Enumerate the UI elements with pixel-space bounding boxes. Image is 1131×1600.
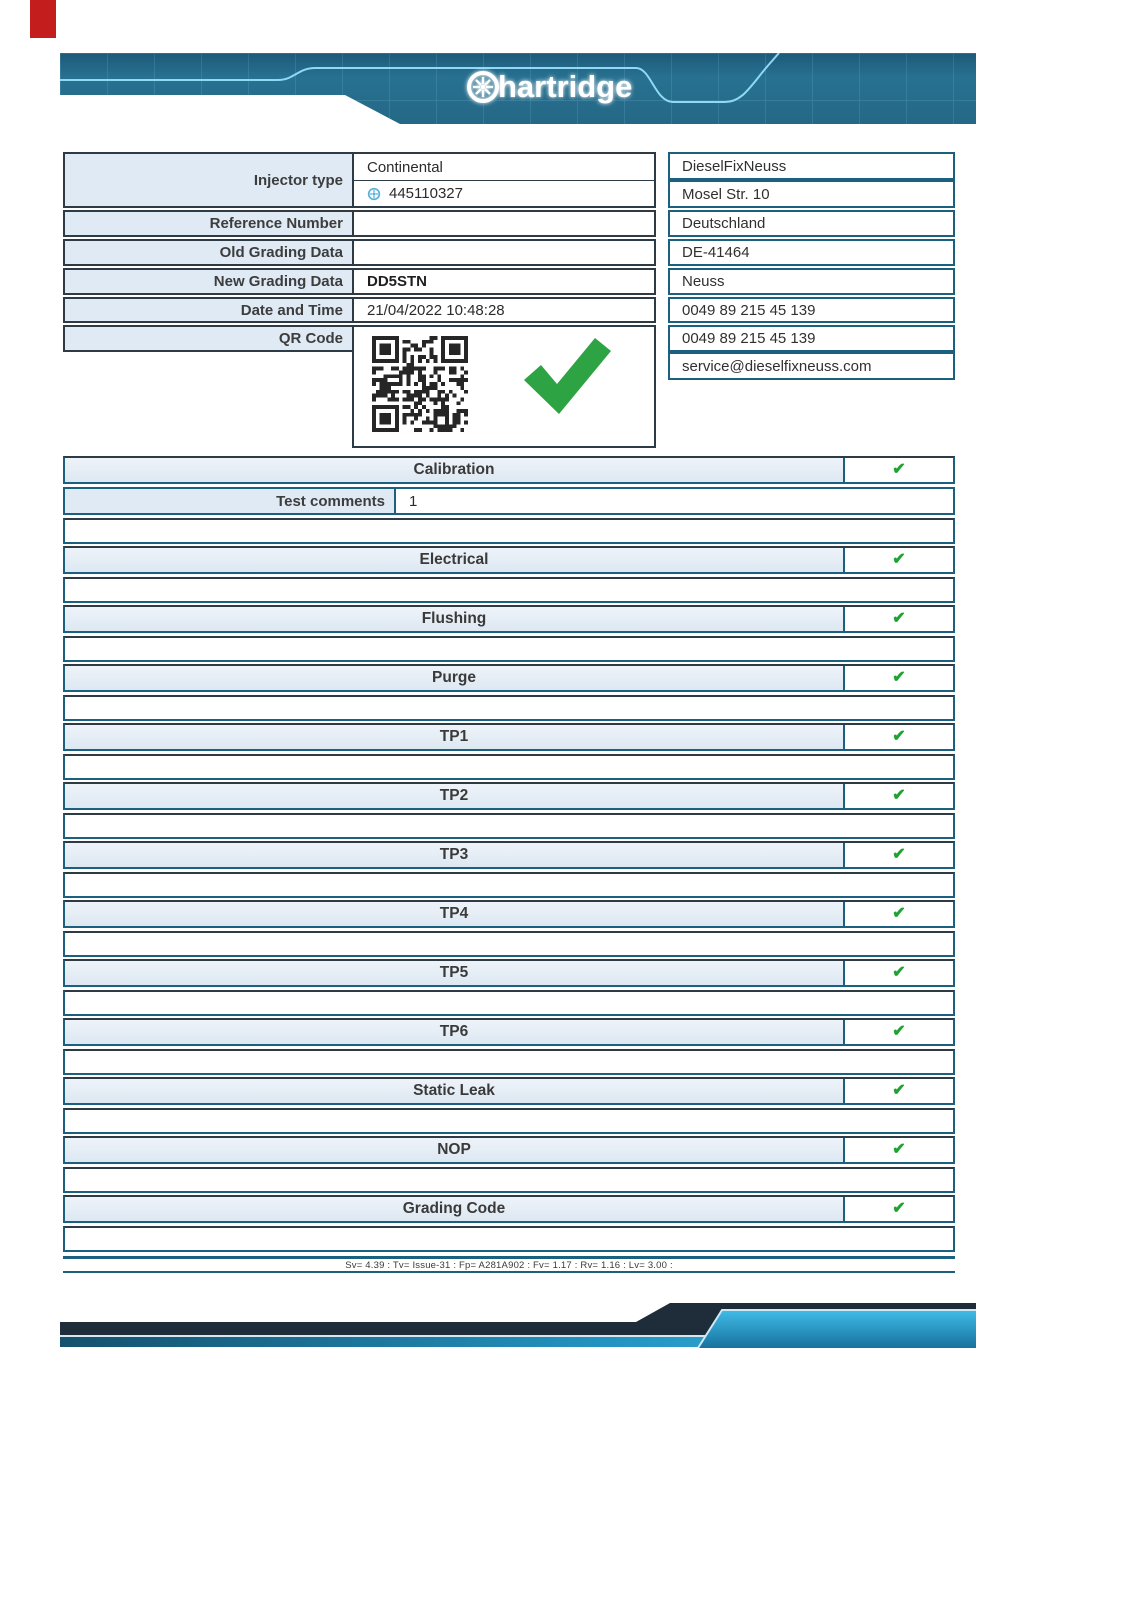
section-spacer [63,1167,955,1193]
scan-artifact-red-mark [30,0,56,38]
pass-check-icon: ✔ [892,1200,906,1217]
section-title: TP3 [439,846,469,863]
footer-banner-graphic [60,1302,976,1348]
section-title: Static Leak [413,1082,495,1099]
test-comments-label: Test comments [65,489,396,513]
header-banner [60,53,976,124]
old-grading-value [354,241,654,264]
injector-type-label: Injector type [65,154,354,206]
header-banner-graphic [60,53,976,124]
footer-banner [60,1302,976,1348]
section-title: TP2 [439,787,469,804]
pass-check-icon: ✔ [892,551,906,568]
injector-type-row [63,152,656,208]
section-title: TP5 [439,964,469,981]
date-time-label: Date and Time [65,299,354,321]
hartridge-wheel-icon [469,73,497,101]
date-time-value: 21/04/2022 10:48:28 [367,301,505,319]
brand-name: hartridge [498,69,633,104]
section-title: TP6 [439,1023,469,1040]
pass-check-icon: ✔ [892,1082,906,1099]
pass-check-cell [843,725,953,749]
pass-check-icon: ✔ [892,846,906,863]
section-title: Purge [432,669,476,686]
pass-check-cell [843,902,953,926]
section-spacer [63,872,955,898]
section-title: Electrical [419,551,489,568]
section-title: Grading Code [402,1200,506,1217]
pass-check-cell [843,548,953,572]
pass-check-icon: ✔ [892,1023,906,1040]
injector-make-value: Continental [354,154,654,181]
pass-check-cell [843,607,953,631]
pass-check-icon: ✔ [892,787,906,804]
contact-fax: 0049 89 215 45 139 [668,325,955,352]
pass-check-cell [843,843,953,867]
section-title: Calibration [413,461,495,478]
qr-code-label: QR Code [65,327,352,350]
pass-check-cell [843,1020,953,1044]
new-grading-value: DD5STN [367,273,428,290]
section-spacer [63,695,955,721]
section-spacer [63,931,955,957]
old-grading-label: Old Grading Data [65,241,354,264]
contact-email: service@dieselfixneuss.com [668,352,955,380]
injector-number-value: 445110327 [389,185,463,202]
new-grading-row [63,268,656,295]
section-spacer [63,1226,955,1252]
section-spacer [63,1108,955,1134]
test-comments-value: 1 [409,492,418,510]
pass-check-cell [843,784,953,808]
pass-check-cell [843,666,953,690]
pass-check-cell [843,1079,953,1103]
pass-check-cell [843,458,953,482]
date-time-row [63,297,656,323]
reference-number-row [63,210,656,237]
contact-postcode: DE-41464 [668,239,955,266]
contact-company: DieselFixNeuss [668,152,955,180]
section-title: TP1 [439,728,469,745]
section-title: Flushing [421,610,487,627]
section-spacer [63,518,955,544]
new-grading-label: New Grading Data [65,270,354,293]
section-spacer [63,1049,955,1075]
pass-check-icon: ✔ [892,610,906,627]
pass-check-icon: ✔ [892,1141,906,1158]
contact-phone: 0049 89 215 45 139 [668,297,955,323]
section-title: NOP [437,1141,471,1158]
version-info-bar [63,1256,955,1273]
big-pass-check-icon [516,336,616,418]
section-spacer [63,990,955,1016]
qr-label-row [63,325,354,352]
contact-city: Neuss [668,268,955,295]
section-spacer [63,813,955,839]
pass-check-icon: ✔ [892,964,906,981]
pass-check-icon: ✔ [892,461,906,478]
qr-value-cell [352,325,656,448]
reference-number-value [354,212,654,235]
qr-code [372,336,468,432]
pass-check-icon: ✔ [892,728,906,745]
section-title: TP4 [439,905,469,922]
section-spacer [63,754,955,780]
reference-number-label: Reference Number [65,212,354,235]
pass-check-cell [843,1138,953,1162]
test-comments-row [63,487,955,515]
pass-check-icon: ✔ [892,905,906,922]
old-grading-row [63,239,656,266]
section-spacer [63,577,955,603]
pass-check-cell [843,1197,953,1221]
injector-wheel-icon [367,187,381,201]
contact-street: Mosel Str. 10 [668,180,955,208]
version-line: Sv= 4.39 : Tv= Issue-31 : Fp= A281A902 : Fv= 1.17 : Rv= 1.16 : Lv= 3.00 : [345,1259,673,1271]
pass-check-cell [843,961,953,985]
pass-check-icon: ✔ [892,669,906,686]
section-spacer [63,636,955,662]
contact-country: Deutschland [668,210,955,237]
